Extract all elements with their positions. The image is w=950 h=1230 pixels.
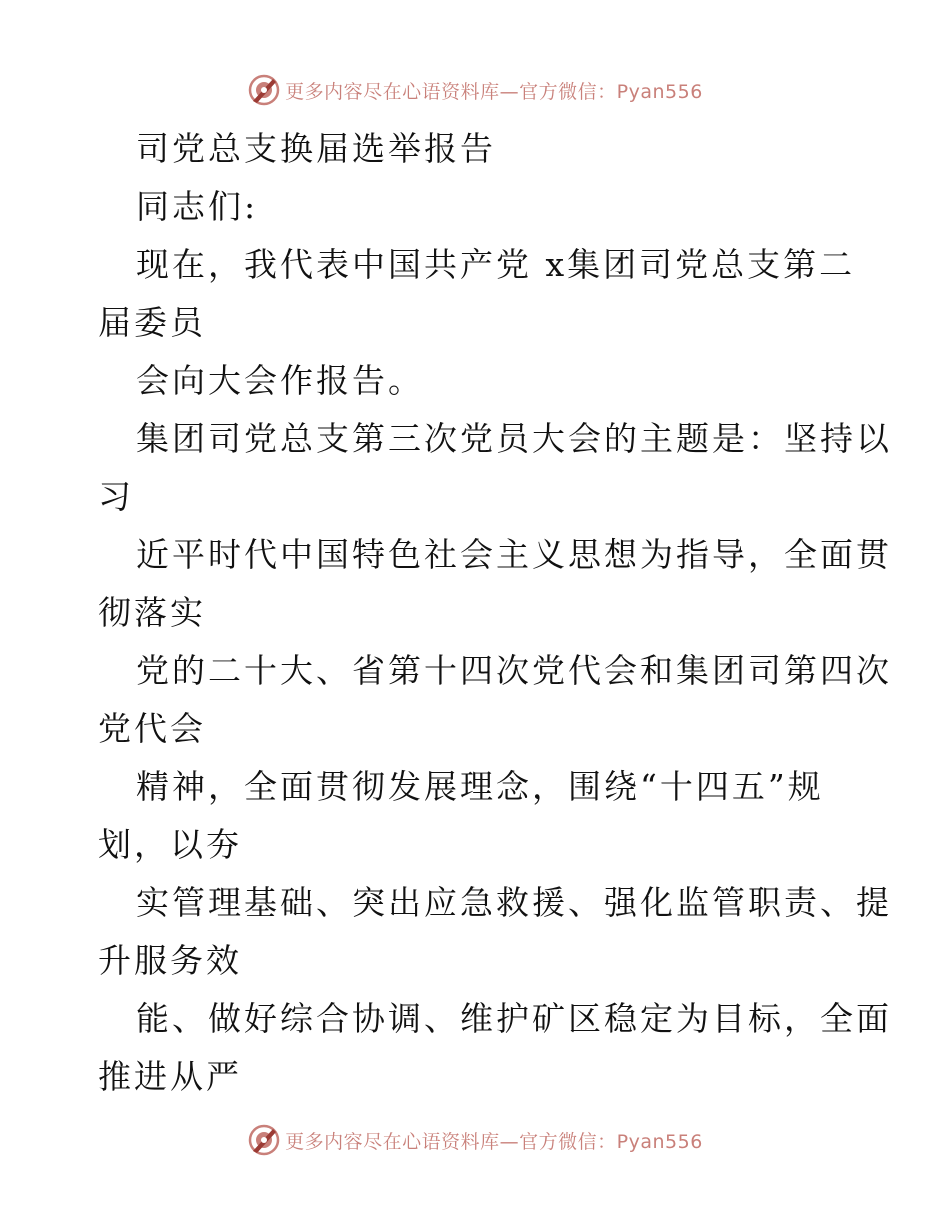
paragraph-line: 现在，我代表中国共产党 x集团司党总支第二	[136, 245, 856, 284]
paragraph-line: 精神，全面贯彻发展理念，围绕“十四五”规	[136, 767, 824, 806]
paragraph-line: 近平时代中国特色社会主义思想为指导，全面贯	[136, 535, 892, 574]
paragraph-line: 届委员	[98, 303, 206, 342]
quill-logo-icon	[247, 73, 281, 107]
paragraph-line: 党的二十大、省第十四次党代会和集团司第四次	[136, 651, 892, 690]
salutation: 同志们:	[136, 187, 259, 226]
paragraph-line: 习	[98, 477, 134, 516]
header-banner	[0, 68, 950, 112]
paragraph-line: 推进从严	[98, 1057, 242, 1096]
paragraph-line: 彻落实	[98, 593, 206, 632]
paragraph-line: 划，以夯	[98, 825, 242, 864]
footer-banner-text: 更多内容尽在心语资料库—官方微信：Pyan556	[285, 1130, 703, 1153]
footer-banner	[0, 1118, 950, 1162]
paragraph-line: 实管理基础、突出应急救援、强化监管职责、提	[136, 883, 892, 922]
document-title: 司党总支换届选举报告	[136, 129, 496, 168]
paragraph-line: 能、做好综合协调、维护矿区稳定为目标，全面	[136, 999, 892, 1038]
quill-logo-icon	[247, 1123, 281, 1157]
paragraph-line: 会向大会作报告。	[136, 361, 424, 400]
paragraph-line: 党代会	[98, 709, 206, 748]
header-banner-text: 更多内容尽在心语资料库—官方微信：Pyan556	[285, 80, 703, 103]
paragraph-line: 升服务效	[98, 941, 242, 980]
document-body	[98, 120, 892, 1106]
paragraph-line: 集团司党总支第三次党员大会的主题是：坚持以	[136, 419, 892, 458]
